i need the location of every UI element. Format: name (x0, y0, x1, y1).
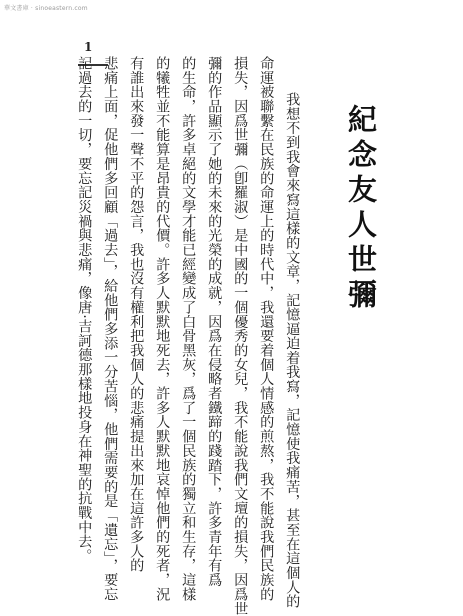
page-number: 1 (84, 40, 93, 54)
text-column: 記過去的一切，要忘記災禍與悲痛，像唐·吉訶德那樣地投身在神聖的抗戰中去。 (76, 56, 93, 563)
text-column: 我想不到我會來寫這樣的文章，記憶逼迫着我寫，記憶使我痛苦，甚至在這個人的 (284, 92, 301, 609)
article-title: 紀念友人世彌 (344, 104, 378, 314)
text-column: 命運被聯繫在民族的命運上的時代中，我還要着個人情感的煎熬，我不能說我們民族的 (258, 56, 275, 602)
text-column: 彌的作品顯示了她的未來的光榮的成就，因爲在侵略者鐵蹄的踐踏下，許多青年有爲 (206, 56, 223, 587)
text-column: 有誰出來發一聲不平的怨言，我也沒有權利把我個人的悲痛提出來加在這許多人的 (128, 56, 145, 573)
text-column: 悲痛上面，促他們多回顧「過去」，給他們多添一分苦惱，他們需要的是「遺忘」，要忘 (102, 56, 119, 602)
text-column: 的生命，許多卓絕的文學才能已經變成了白骨黑灰，爲了一個民族的獨立和生存，這樣 (180, 56, 197, 602)
watermark-text: 華文書庫 · sinoeastern.com (4, 5, 88, 12)
text-column: 的犧牲並不能算是昂貴的代價。許多人默默地死去，許多人默默地哀悼他們的死者，況 (154, 56, 171, 602)
text-column: 損失，因爲世彌（卽羅淑）是中國的一個優秀的女兒，我不能說我們文壇的損失，因爲世 (232, 56, 249, 616)
